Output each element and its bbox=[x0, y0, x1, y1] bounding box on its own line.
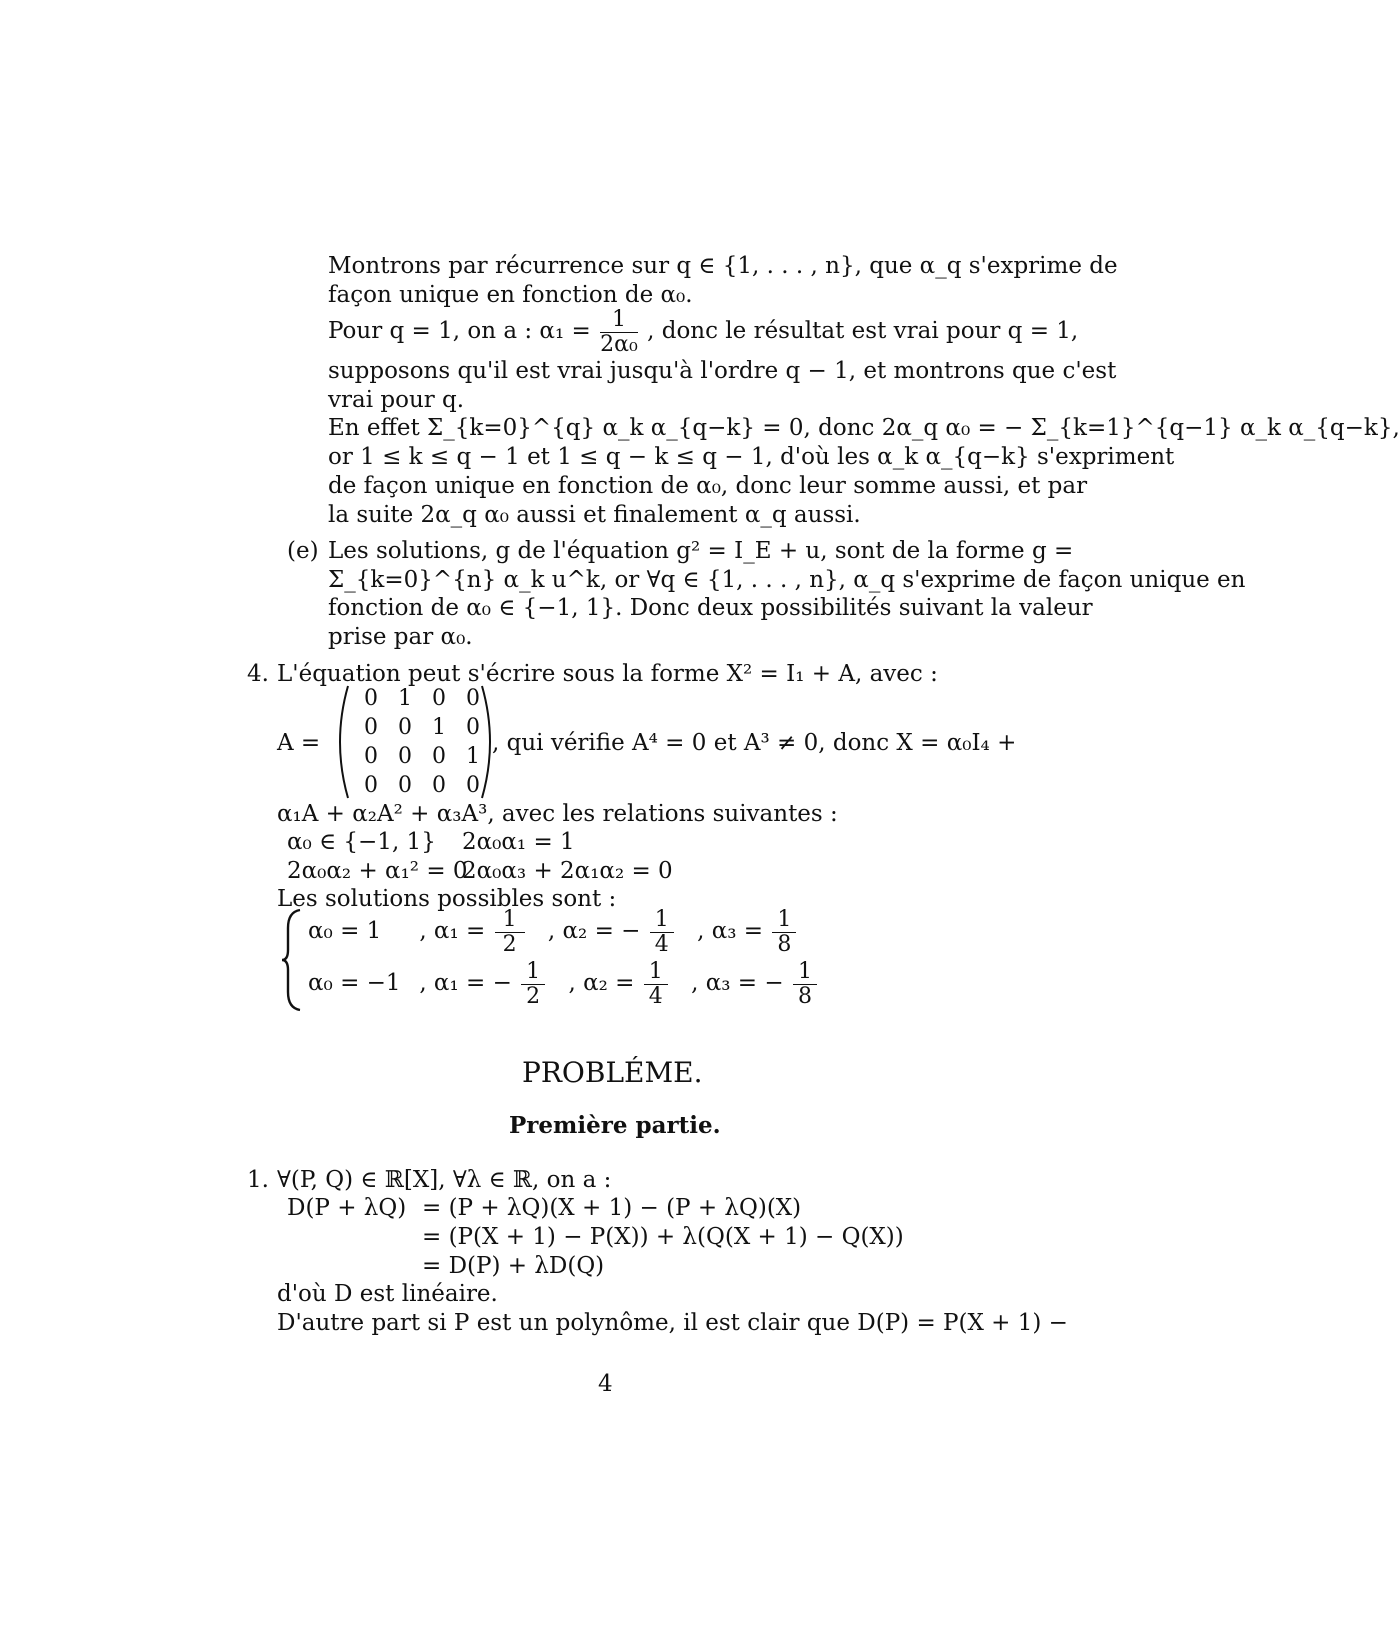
matrix-cell: 0 bbox=[398, 715, 412, 740]
matrix-cell: 1 bbox=[398, 686, 412, 711]
fraction-numerator: 1 bbox=[600, 308, 638, 333]
equation-lhs: D(P + λQ) bbox=[287, 1195, 407, 1221]
item-e-line-4: prise par α₀. bbox=[328, 624, 473, 650]
fraction-numerator: 1 bbox=[521, 960, 545, 985]
fraction-denominator: 4 bbox=[654, 931, 669, 957]
sol1-a3-fraction bbox=[772, 908, 796, 957]
matrix-cell: 0 bbox=[466, 773, 480, 798]
fraction-denominator: 2 bbox=[502, 931, 517, 957]
sol2-a2-fraction bbox=[644, 960, 668, 1009]
matrix-cell: 0 bbox=[432, 686, 446, 711]
proof-line-2: façon unique en fonction de α₀. bbox=[328, 282, 693, 308]
fraction-numerator: 1 bbox=[644, 960, 668, 985]
fraction-denominator: 8 bbox=[797, 983, 812, 1009]
fraction-numerator: 1 bbox=[772, 908, 796, 933]
matrix-cell: 1 bbox=[466, 744, 480, 769]
problem-item-label: 1. bbox=[247, 1167, 269, 1193]
matrix-row bbox=[354, 742, 490, 771]
item-e-line-1: Les solutions, g de l'équation g² = I_E + u, sont de la forme g = bbox=[328, 538, 1074, 564]
matrix-cell: 0 bbox=[432, 773, 446, 798]
sol2-a3-fraction bbox=[793, 960, 817, 1009]
matrix-cell: 0 bbox=[466, 686, 480, 711]
solution-2 bbox=[308, 958, 819, 1009]
sol2-a1: , α₁ = − bbox=[419, 970, 512, 996]
fraction-numerator: 1 bbox=[650, 908, 674, 933]
proof-line-3-end: , donc le résultat est vrai pour q = 1, bbox=[647, 318, 1079, 344]
matrix-cell: 1 bbox=[432, 715, 446, 740]
matrix-cell: 0 bbox=[466, 715, 480, 740]
relation-2a: 2α₀α₂ + α₁² = 0 bbox=[287, 858, 468, 884]
sol1-a1-fraction bbox=[495, 908, 525, 957]
matrix-cell: 0 bbox=[398, 773, 412, 798]
proof-line-6: En effet Σ_{k=0}^{q} α_k α_{q−k} = 0, donc 2α_q α₀ = − Σ_{k=1}^{q−1} α_k α_{q−k}, bbox=[328, 415, 1400, 441]
item-4-label: 4. bbox=[247, 661, 269, 687]
sol1-a3: , α₃ = bbox=[697, 918, 764, 944]
equation-step-1: = (P + λQ)(X + 1) − (P + λQ)(X) bbox=[422, 1195, 802, 1221]
problem-line-2: d'où D est linéaire. bbox=[277, 1281, 498, 1307]
system-brace bbox=[280, 908, 306, 1012]
equation-step-2: = (P(X + 1) − P(X)) + λ(Q(X + 1) − Q(X)) bbox=[422, 1224, 904, 1250]
proof-line-5: vrai pour q. bbox=[328, 387, 465, 413]
fraction-numerator: 1 bbox=[793, 960, 817, 985]
matrix-a bbox=[330, 682, 480, 798]
matrix-lhs: A = bbox=[277, 730, 321, 756]
sol2-a3: , α₃ = − bbox=[691, 970, 784, 996]
fraction-denominator: 2 bbox=[526, 983, 541, 1009]
item-4-line-2: α₁A + α₂A² + α₃A³, avec les relations suivantes : bbox=[277, 801, 838, 827]
matrix-cell: 0 bbox=[398, 744, 412, 769]
matrix-row bbox=[354, 713, 490, 742]
equation-step-3: = D(P) + λD(Q) bbox=[422, 1253, 605, 1279]
sol2-a0: α₀ = −1 bbox=[308, 970, 401, 996]
proof-line-3-start: Pour q = 1, on a : α₁ = bbox=[328, 318, 591, 344]
item-4-line-3: Les solutions possibles sont : bbox=[277, 886, 617, 912]
proof-line-4: supposons qu'il est vrai jusqu'à l'ordre q − 1, et montrons que c'est bbox=[328, 358, 1117, 384]
fraction-denominator: 2α₀ bbox=[600, 331, 638, 357]
matrix-cell: 0 bbox=[364, 744, 378, 769]
relation-1a: α₀ ∈ {−1, 1} bbox=[287, 829, 436, 855]
fraction-numerator: 1 bbox=[495, 908, 525, 933]
item-e-label: (e) bbox=[287, 538, 319, 564]
problem-line-3: D'autre part si P est un polynôme, il est clair que D(P) = P(X + 1) − bbox=[277, 1310, 1068, 1336]
problem-line-1: ∀(P, Q) ∈ ℝ[X], ∀λ ∈ ℝ, on a : bbox=[277, 1167, 612, 1193]
sol1-a2-fraction bbox=[650, 908, 674, 957]
matrix-row bbox=[354, 771, 490, 800]
matrix-cell: 0 bbox=[364, 715, 378, 740]
fraction-denominator: 4 bbox=[648, 983, 663, 1009]
item-e-line-2: Σ_{k=0}^{n} α_k u^k, or ∀q ∈ {1, . . . , n}, α_q s'exprime de façon unique en bbox=[328, 567, 1246, 593]
section-title: PROBLÉME. bbox=[522, 1056, 703, 1089]
matrix-row bbox=[354, 684, 490, 713]
sol2-a2: , α₂ = bbox=[568, 970, 635, 996]
fraction-denominator: 8 bbox=[777, 931, 792, 957]
matrix-caption: , qui vérifie A⁴ = 0 et A³ ≠ 0, donc X = α₀I₄ + bbox=[492, 730, 1017, 756]
item-4-line-1: L'équation peut s'écrire sous la forme X² = I₁ + A, avec : bbox=[277, 661, 938, 687]
sol2-a1-fraction bbox=[521, 960, 545, 1009]
matrix-cell: 0 bbox=[364, 773, 378, 798]
matrix-cell: 0 bbox=[432, 744, 446, 769]
sol1-a2: , α₂ = − bbox=[547, 918, 641, 944]
sol1-a0: α₀ = 1 bbox=[308, 918, 382, 944]
fraction-alpha1 bbox=[600, 308, 638, 357]
proof-line-7: or 1 ≤ k ≤ q − 1 et 1 ≤ q − k ≤ q − 1, d'où les α_k α_{q−k} s'expriment bbox=[328, 444, 1175, 470]
part-title: Première partie. bbox=[509, 1112, 721, 1139]
item-e-line-3: fonction de α₀ ∈ {−1, 1}. Donc deux possibilités suivant la valeur bbox=[328, 595, 1093, 621]
proof-line-8: de façon unique en fonction de α₀, donc leur somme aussi, et par bbox=[328, 473, 1088, 499]
proof-line-3 bbox=[328, 306, 1078, 357]
page-number: 4 bbox=[598, 1371, 613, 1397]
sol1-a1: , α₁ = bbox=[419, 918, 486, 944]
proof-line-9: la suite 2α_q α₀ aussi et finalement α_q aussi. bbox=[328, 502, 861, 528]
proof-line-1: Montrons par récurrence sur q ∈ {1, . . . , n}, que α_q s'exprime de bbox=[328, 253, 1118, 279]
solution-1 bbox=[308, 906, 798, 957]
relation-1b: 2α₀α₁ = 1 bbox=[462, 829, 575, 855]
relation-2b: 2α₀α₃ + 2α₁α₂ = 0 bbox=[462, 858, 673, 884]
matrix-cell: 0 bbox=[364, 686, 378, 711]
matrix-table bbox=[354, 684, 490, 800]
